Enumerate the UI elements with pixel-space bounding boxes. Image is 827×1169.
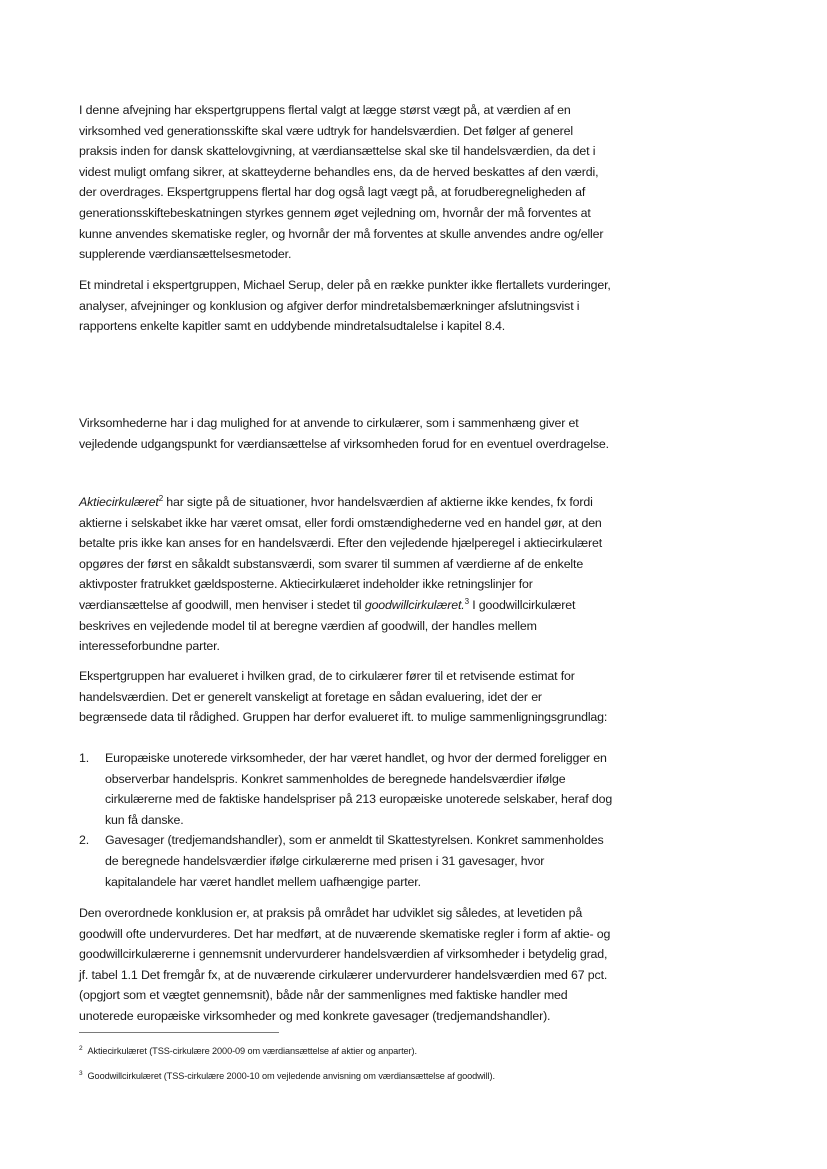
paragraph-segment: I goodwillcirkulæret beskrives en vejledende model til at beregne værdien af goodwill, der handles mellem interesseforbundne parter. bbox=[79, 597, 576, 654]
list-item bbox=[79, 830, 613, 892]
footnote-separator bbox=[79, 1032, 279, 1033]
paragraph-text bbox=[79, 492, 613, 657]
list-item-text: Europæiske unoterede virksomheder, der har været handlet, og hvor der dermed foreligger en observerbar handelspris. Konkret sammenholdes de beregnede handelsværdier ifølge cirkulærerne med de faktiske handelspriser på 213 europæiske unoterede selskaber, heraf dog kun få danske. bbox=[105, 751, 613, 827]
paragraph-evaluation bbox=[79, 666, 613, 728]
list-number: 1. bbox=[79, 751, 90, 765]
term-aktiecirkulaeret: Aktiecirkulæret bbox=[79, 495, 159, 509]
paragraph-segment: har sigte på de situationer, hvor handelsværdien af aktierne ikke kendes, fx fordi aktierne i selskabet ikke har været omsat, eller fordi omstændighederne ved en handel gør, at den betalte pris ikke kan anses for en handelsværdi. Efter den vejledende hjælperegel i aktiecirkulæret opgøres der først en såkaldt substansværdi, som svarer til summen af værdierne af de enkelte aktivposter fratrukket gældsposterne. Aktiecirkulæret indeholder ikke retningslinjer for værdiansættelse af goodwill, men henviser i stedet til bbox=[79, 495, 603, 612]
list-number: 2. bbox=[79, 833, 90, 848]
paragraph-aktiecirkulaeret bbox=[79, 492, 613, 657]
footnote-ref-2: 2 bbox=[158, 493, 163, 503]
footnote-number: 3 bbox=[79, 1069, 83, 1077]
footnote-text: Aktiecirkulæret (TSS-cirkulære 2000-09 om værdiansættelse af aktier og anparter). bbox=[87, 1046, 417, 1056]
paragraph-majority-weighting bbox=[79, 100, 613, 265]
period: . bbox=[461, 597, 465, 612]
footnote-number: 2 bbox=[79, 1044, 83, 1052]
paragraph-text: Den overordnede konklusion er, at praksis på området har udviklet sig således, at levetiden på goodwill ofte undervurderes. Det har medført, at de nuværende skematiske regler i form af aktie- og goodwillcirkulærerne i gennemsnit undervurderer handelsværdien af virksomheder i betydelig grad, jf. tabel 1.1 Det fremgår fx, at de nuværende cirkulærer undervurderer handelsværdien med 67 pct. (opgjort som et vægtet gennemsnit), både når der sammenlignes med faktiske handler med unoterede europæiske virksomheder og med konkrete gavesager (tredjemandshandler). bbox=[79, 906, 611, 1023]
paragraph-text: Virksomhederne har i dag mulighed for at anvende to cirkulærer, som i sammenhæng giver et vejledende udgangspunkt for værdiansættelse af virksomheden forud for en eventuel overdragelse. bbox=[79, 416, 609, 451]
footnote-text: Goodwillcirkulæret (TSS-cirkulære 2000-10 om vejledende anvisning om værdiansættelse af goodwill). bbox=[87, 1071, 495, 1081]
paragraph-conclusion bbox=[79, 903, 613, 1027]
list-item-text: Gavesager (tredjemandshandler), som er anmeldt til Skattestyrelsen. Konkret sammenholdes de beregnede handelsværdier ifølge cirkulærerne med prisen i 31 gavesager, hvor kapitalandele har været handlet mellem uafhængige parter. bbox=[105, 833, 604, 889]
paragraph-minority-opinion bbox=[79, 275, 613, 337]
paragraph-text: I denne afvejning har ekspertgruppens flertal valgt at lægge størst vægt på, at værdien af en virksomhed ved generationsskifte skal være udtryk for handelsværdien. Det følger af generel praksis inden for dansk skattelovgivning, at værdiansættelse skal ske til handelsværdien, da det i videst muligt omfang sikrer, at skatteyderne behandles ens, da de herved beskattes af den værdi, der overdrages. Ekspertgruppens flertal har dog også lagt vægt på, at forudberegneligheden af generationsskiftebeskatningen styrkes gennem øget vejledning om, hvornår der må forventes at kunne anvendes skematiske regler, og hvornår der må forventes at skulle anvendes andre og/eller supplerende værdiansættelsesmetoder. bbox=[79, 103, 604, 262]
footnote-2 bbox=[79, 1045, 639, 1057]
numbered-list bbox=[79, 748, 613, 892]
paragraph-circulars-intro bbox=[79, 413, 613, 454]
list-item bbox=[79, 748, 613, 830]
paragraph-text: Et mindretal i ekspertgruppen, Michael Serup, deler på en række punkter ikke flertallets vurderinger, analyser, afvejninger og konklusion og afgiver derfor mindretalsbemærkninger afslutningsvist i rapportens enkelte kapitler samt en uddybende mindretalsudtalelse i kapitel 8.4. bbox=[79, 278, 611, 334]
footnote-3 bbox=[79, 1070, 639, 1082]
term-goodwillcirkulaeret: goodwillcirkulæret bbox=[364, 597, 462, 612]
paragraph-text: Ekspertgruppen har evalueret i hvilken grad, de to cirkulærer fører til et retvisende estimat for handelsværdien. Det er generelt vanskeligt at foretage en sådan evaluering, idet der er begrænsede data til rådighed. Gruppen har derfor evalueret ift. to mulige sammenligningsgrundlag: bbox=[79, 669, 608, 725]
footnote-ref-3: 3 bbox=[464, 596, 469, 606]
